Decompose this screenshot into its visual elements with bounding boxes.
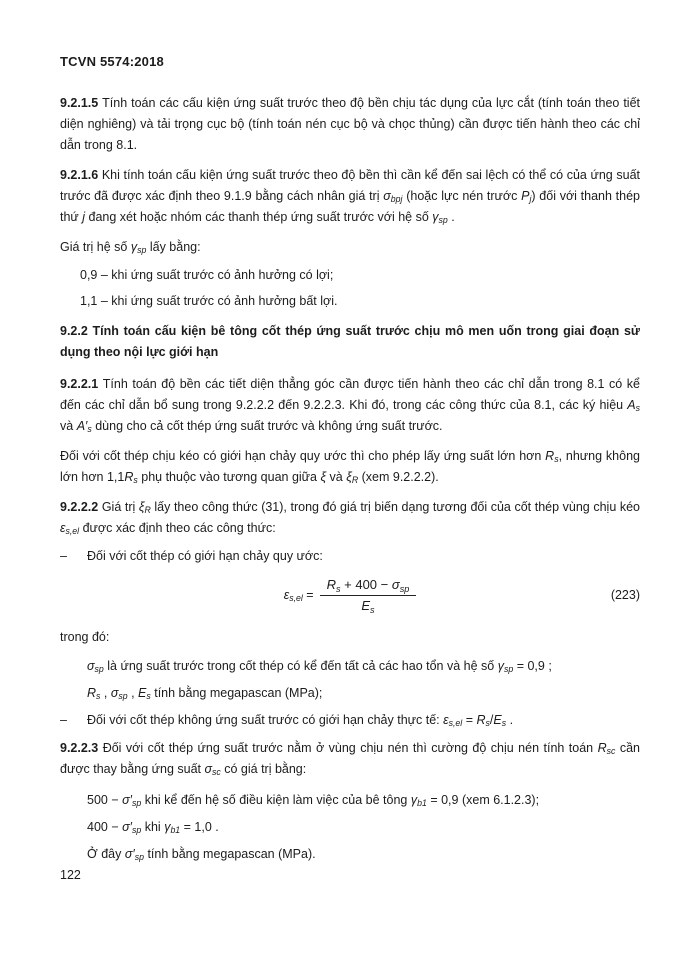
paragraph-9.2.1.5: 9.2.1.5 Tính toán các cấu kiện ứng suất trước theo độ bền chịu tác dụng của lực cắt (tính toán theo tiết diện nghiêng) và tải trọng cục bộ (tính toán nén cục bộ và chọc thủng) cần được tiến hành theo các chỉ dẫn trong 8.1. bbox=[60, 96, 640, 152]
equation-lhs: $\varepsilon_{s,el}$ = bbox=[283, 588, 314, 604]
definition-o-day: Ở đây $\sigma'_{sp}$ tính bằng megapascan (MPa). bbox=[87, 847, 316, 863]
dash-item-text: Đối với cốt thép không ứng suất trước có giới hạn chảy thực tế: $\varepsilon_{s,el} = R_s/E_s$ . bbox=[87, 713, 514, 729]
fraction-numerator: $R_s + 400 - \sigma_{sp}$ bbox=[320, 577, 417, 596]
paragraph-9.2.2.1: 9.2.2.1 Tính toán độ bền các tiết diện thẳng góc cần được tiến hành theo các chỉ dẫn trong 8.1 có kể đến các chỉ dẫn bổ sung trong 9.2.2.2 đến 9.2.2.3. Khi đó, trong các công thức của 8.1, các ký hiệu $A_s$ và $A'_s$ dùng cho cả cốt thép ứng suất trước và không ứng suất trước. bbox=[60, 377, 640, 435]
page-number: 122 bbox=[60, 868, 81, 882]
equation-223 bbox=[60, 571, 640, 619]
definition-400-sigma: $400 - \sigma'_{sp}$ khi $\gamma_{b1} = 1,0$ . bbox=[87, 820, 219, 836]
equation-223-expression bbox=[284, 577, 417, 613]
list-item-0-9: 0,9 – khi ứng suất trước có ảnh hưởng có lợi; bbox=[80, 268, 334, 282]
dash-bullet: – bbox=[60, 549, 67, 563]
dash-bullet: – bbox=[60, 713, 67, 727]
dash-item-gioi-han-chay-quy-uoc bbox=[60, 546, 640, 567]
document-header-title: TCVN 5574:2018 bbox=[60, 54, 164, 69]
section-heading-9.2.2: 9.2.2 Tính toán cấu kiện bê tông cốt thép ứng suất trước chịu mô men uốn trong giai đoạn sử dụng theo nội lực giới hạn bbox=[60, 324, 640, 359]
definition-sigma-sp: $\sigma_{sp}$ là ứng suất trước trong cốt thép có kể đến tất cả các hao tổn và hệ số $\gamma_{sp} = 0,9$ ; bbox=[87, 659, 552, 675]
paragraph-9.2.2.3: 9.2.2.3 Đối với cốt thép ứng suất trước nằm ở vùng chịu nén thì cường độ chịu nén tính toán $R_{sc}$ cần được thay bằng ứng suất $\sigma_{sc}$ có giá trị bằng: bbox=[60, 741, 640, 778]
equation-fraction bbox=[320, 577, 417, 613]
paragraph-gia-tri-he-so: Giá trị hệ số $\gamma_{sp}$ lấy bằng: bbox=[60, 240, 201, 256]
definition-rs-sigma-es: $R_s$ , $\sigma_{sp}$ , $E_s$ tính bằng megapascan (MPa); bbox=[87, 686, 323, 702]
dash-item-text: Đối với cốt thép có giới hạn chảy quy ước: bbox=[87, 549, 323, 563]
definition-500-sigma: $500 - \sigma'_{sp}$ khi kể đến hệ số điều kiện làm việc của bê tông $\gamma_{b1} = 0,9$ (xem 6.1.2.3); bbox=[87, 793, 540, 809]
equation-number: (223) bbox=[610, 588, 640, 602]
paragraph-trong-do: trong đó: bbox=[60, 630, 110, 644]
fraction-denominator: $E_s$ bbox=[361, 598, 375, 615]
paragraph-cot-thep-chiu-keo: Đối với cốt thép chịu kéo có giới hạn chảy quy ước thì cho phép lấy ứng suất lớn hơn $R_s$, nhưng không lớn hơn $1,1R_s$ phụ thuộc vào tương quan giữa ξ và $\xi_R$ (xem 9.2.2.2). bbox=[60, 449, 640, 486]
list-item-1-1: 1,1 – khi ứng suất trước có ảnh hưởng bất lợi. bbox=[80, 294, 338, 308]
paragraph-9.2.1.6: 9.2.1.6 Khi tính toán cấu kiện ứng suất trước theo độ bền thì cần kể đến sai lệch có thể có của ứng suất trước đã được xác định theo 9.1.9 bằng cách nhân giá trị $\sigma_{bpj}$ (hoặc lực nén trước $P_j$) đối với thanh thép thứ j đang xét hoặc nhóm các thanh thép ứng suất trước với hệ số $\gamma_{sp}$ . bbox=[60, 168, 640, 226]
dash-item-khong-ung-suat-truoc bbox=[60, 710, 640, 731]
paragraph-9.2.2.2: 9.2.2.2 Giá trị $\xi_R$ lấy theo công thức (31), trong đó giá trị biến dạng tương đối của cốt thép vùng chịu kéo $\varepsilon_{s,el}$ được xác định theo các công thức: bbox=[60, 500, 641, 537]
